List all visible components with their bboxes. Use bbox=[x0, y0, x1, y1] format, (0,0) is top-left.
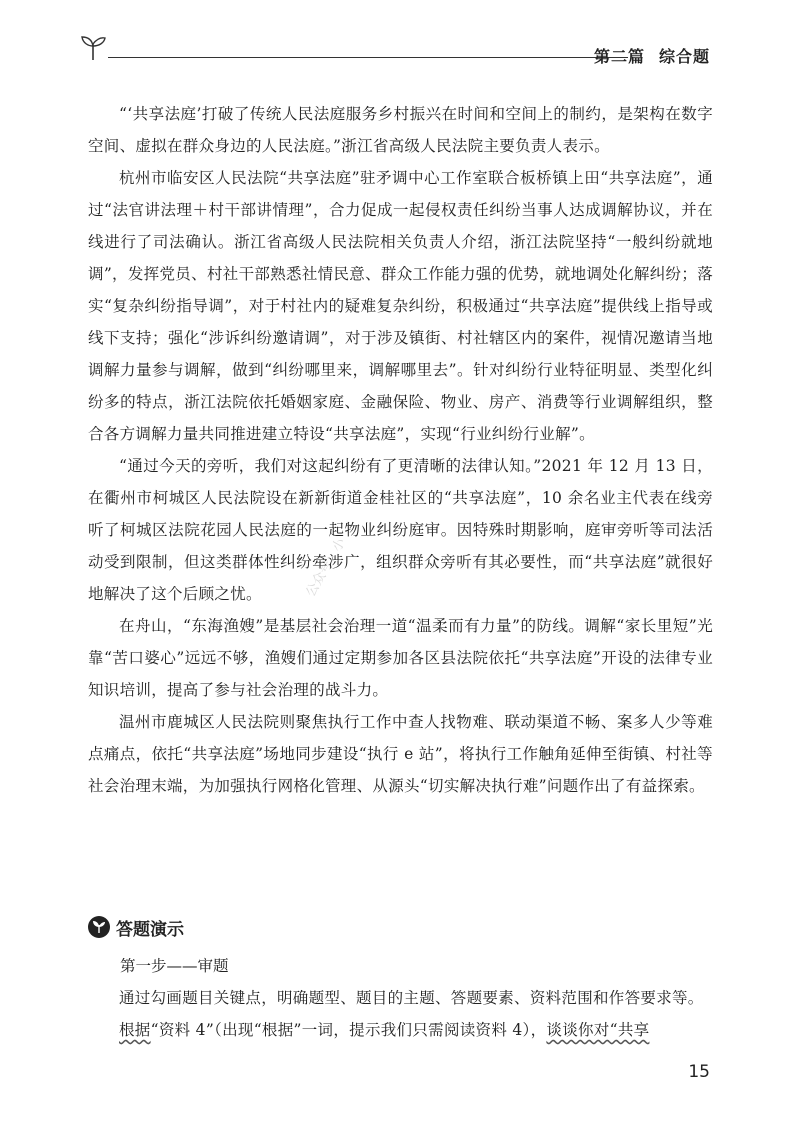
keyword-gongxiang: “共享 bbox=[609, 1021, 650, 1039]
paragraph-4: 在舟山，“东海渔嫂”是基层社会治理一道“温柔而有力量”的防线。调解“家长里短”光靠“苦口婆心”远远不够，渔嫂们通过定期参加各区县法院依托“共享法庭”开设的法律专业知识培训，提高了参与社会治理的战斗力。 bbox=[88, 617, 713, 699]
page-number: 15 bbox=[688, 1062, 710, 1082]
page-header bbox=[78, 30, 710, 70]
keyword-genju: 根据 bbox=[119, 1021, 151, 1039]
sprout-icon bbox=[78, 32, 108, 62]
step-title: 第一步——审题 bbox=[120, 957, 229, 975]
answer-demo-section bbox=[88, 912, 713, 1046]
header-section: 综合题 bbox=[658, 47, 710, 66]
keyword-tantan: 谈谈你对 bbox=[546, 1021, 610, 1039]
paragraph-1: “‘共享法庭’打破了传统人民法庭服务乡村振兴在时间和空间上的制约，是架构在数字空间、虚拟在群众身边的人民法庭。”浙江省高级人民法院主要负责人表示。 bbox=[88, 105, 713, 155]
step-text-2-b: “资料 4”（出现“根据”一词，提示我们只需阅读资料 4）， bbox=[150, 1021, 547, 1039]
step-text-1: 通过勾画题目关键点，明确题型、题目的主题、答题要素、资料范围和作答要求等。 bbox=[119, 989, 704, 1007]
section-heading bbox=[88, 912, 713, 942]
header-part: 第二篇 bbox=[593, 47, 645, 66]
header-rule bbox=[108, 57, 628, 58]
watermark: 公众号：小 bbox=[303, 535, 349, 600]
paragraph-3: “通过今天的旁听，我们对这起纠纷有了更清晰的法律认知。”2021 年 12 月 13 日，在衢州市柯城区人民法院设在新新街道金桂社区的“共享法庭”，10 余名业主代表在线旁听了柯城区法院花园人民法庭的一起物业纠纷庭审。因特殊时期影响，庭审旁听等司法活动受到限制，但这类群体性纠纷牵涉广，组织群众旁听有其必要性，而“共享法庭”就很好地解决了这个后顾之忧。 bbox=[88, 457, 713, 603]
paragraph-5: 温州市鹿城区人民法院则聚焦执行工作中查人找物难、联动渠道不畅、案多人少等难点痛点，依托“共享法庭”场地同步建设“执行 e 站”，将执行工作触角延伸至街镇、村社等社会治理末端，为加强执行网格化管理、从源头“切实解决执行难”问题作出了有益探索。 bbox=[88, 713, 713, 795]
header-title bbox=[580, 44, 710, 67]
section-title: 答题演示 bbox=[116, 919, 184, 940]
article-body bbox=[88, 98, 713, 802]
step-text-2 bbox=[88, 1014, 713, 1046]
leaf-icon bbox=[88, 916, 110, 938]
paragraph-2: 杭州市临安区人民法院“共享法庭”驻矛调中心工作室联合板桥镇上田“共享法庭”，通过“法官讲法理＋村干部讲情理”，合力促成一起侵权责任纠纷当事人达成调解协议，并在线进行了司法确认。浙江省高级人民法院相关负责人介绍，浙江法院坚持“一般纠纷就地调”，发挥党员、村社干部熟悉社情民意、群众工作能力强的优势，就地调处化解纠纷；落实“复杂纠纷指导调”，对于村社内的疑难复杂纠纷，积极通过“共享法庭”提供线上指导或线下支持；强化“涉诉纠纷邀请调”，对于涉及镇街、村社辖区内的案件，视情况邀请当地调解力量参与调解，做到“纠纷哪里来，调解哪里去”。针对纠纷行业特征明显、类型化纠纷多的特点，浙江法院依托婚姻家庭、金融保险、物业、房产、消费等行业调解组织，整合各方调解力量共同推进建立特设“共享法庭”，实现“行业纠纷行业解”。 bbox=[88, 169, 713, 443]
